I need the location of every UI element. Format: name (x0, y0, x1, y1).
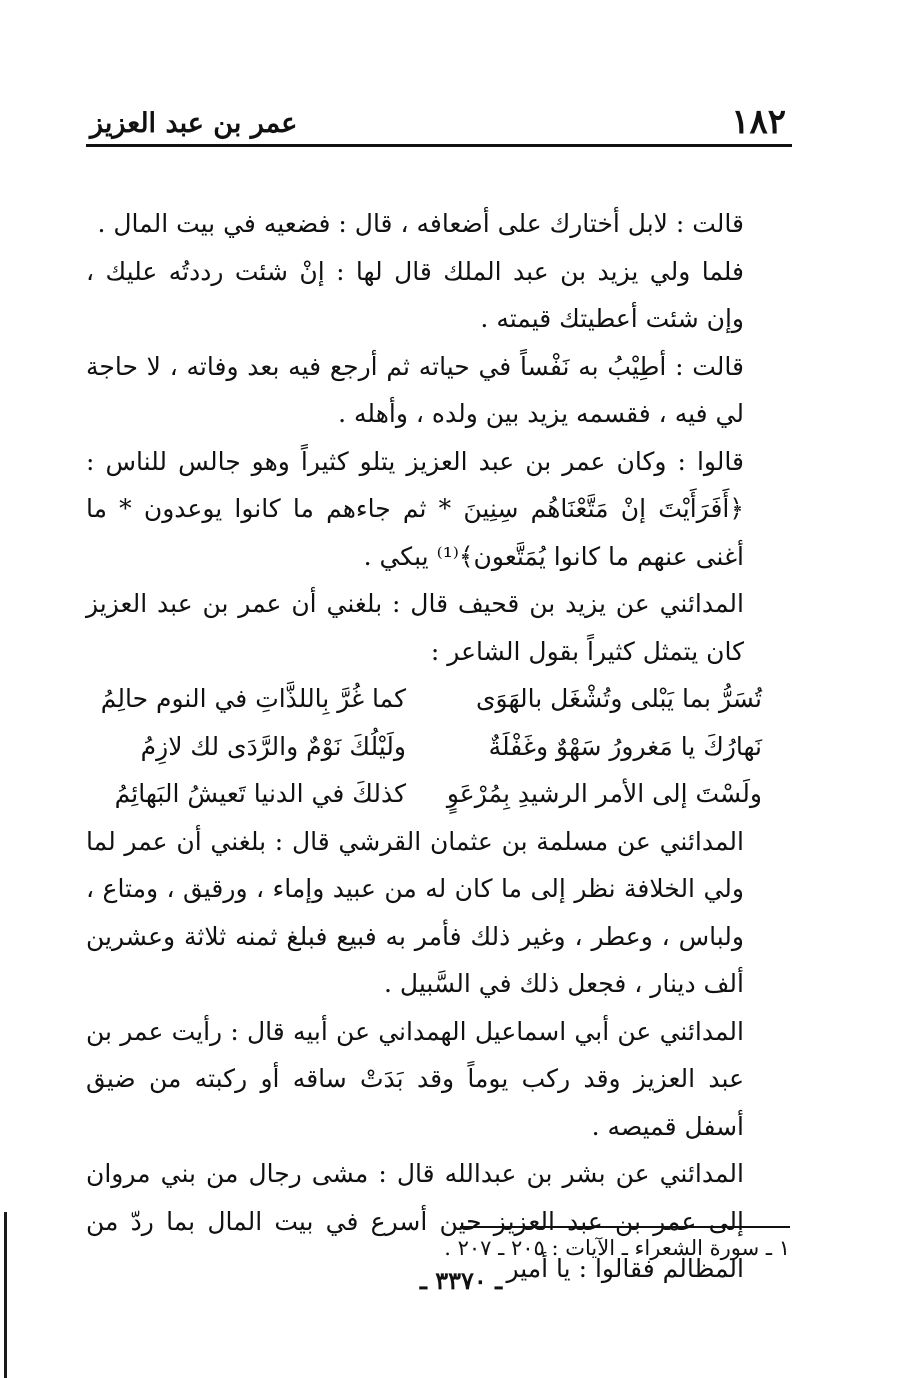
verse-first-hemistich: ولَسْتَ إلى الأمر الرشيدِ بِمُرْعَوٍ (446, 779, 762, 808)
running-title: عمر بن عبد العزيز (90, 108, 298, 139)
paragraph: المدائني عن أبي اسماعيل الهمداني عن أبيه قال : رأيت عمر بن عبد العزيز وقد ركب يوماً وقد بَدَتْ ساقه أو ركبته من ضيق أسفل قميصه . (86, 1016, 744, 1141)
paragraph: المدائني عن يزيد بن قحيف قال : بلغني أن عمر بن عبد العزيز كان يتمثل كثيراً بقول الشاعر : (86, 589, 744, 666)
main-text (86, 200, 790, 1293)
verse-first-hemistich: تُسَرُّ بما يَبْلى وتُشْغَل بالهَوَى (475, 684, 762, 713)
paragraph: قالوا : وكان عمر بن عبد العزيز يتلو كثيراً وهو جالس للناس : ﴿أَفَرَأَيْتَ إنْ مَتَّعْنَاهُم سِنِينَ * ثم جاءهم ما كانوا يوعدون * ما أغنى عنهم ما كانوا يُمَتَّعون﴾⁽¹⁾ يبكي . (86, 446, 744, 571)
scan-edge-mark (4, 1212, 7, 1378)
paragraph: فلما ولي يزيد بن عبد الملك قال لها : إنْ شئت رددتُه عليك ، وإن شئت أعطيتك قيمته . (86, 256, 744, 333)
verse-first-hemistich: نَهارُكَ يا مَغرورُ سَهْوٌ وغَفْلَةٌ (488, 731, 762, 761)
paragraph: قالت : لابل أختارك على أضعافه ، قال : فضعيه في بيت المال . (97, 209, 744, 238)
verse-second-hemistich: ولَيْلُكَ نَوْمٌ والرَّدَى لك لازِمُ (140, 731, 406, 761)
poem-verse (86, 770, 762, 818)
page-code: ـ ٣٣٧٠ ـ (419, 1266, 503, 1295)
verse-second-hemistich: كما غُرَّ بِاللذَّاتِ في النوم حالِمُ (100, 684, 406, 713)
page-header (86, 96, 792, 147)
paragraph: المدائني عن مسلمة بن عثمان القرشي قال : بلغني أن عمر لما ولي الخلافة نظر إلى ما كان له من عبيد وإماء ، ورقيق ، ومتاع ، ولباس ، وعطر ، وغير ذلك فأمر به فبيع فبلغ ثمنه ثلاثة وعشرين ألف دينار ، فجعل ذلك في السَّبيل . (86, 826, 744, 998)
footnote: ١ ـ سورة الشعراء ـ الآيات : ٢٠٥ ـ ٢٠٧ . (444, 1236, 790, 1260)
footnote-divider (460, 1226, 790, 1228)
paragraph: قالت : أطِيْبُ به نَفْساً في حياته ثم أرجع فيه بعد وفاته ، لا حاجة لي فيه ، فقسمه يزيد بين ولده ، وأهله . (86, 351, 744, 428)
paragraph: المدائني عن بشر بن عبدالله قال : مشى رجال من بني مروان إلى عمر بن عبد العزيز حين أسرع في بيت المال بما ردّ من المظالم فقالوا : يا أمير (86, 1159, 744, 1283)
verse-second-hemistich: كذلكَ في الدنيا تَعيشُ البَهائِمُ (114, 779, 406, 808)
poem (86, 675, 790, 818)
page-number: ١٨٢ (731, 102, 786, 142)
poem-verse (86, 723, 762, 771)
poem-verse (86, 675, 762, 723)
